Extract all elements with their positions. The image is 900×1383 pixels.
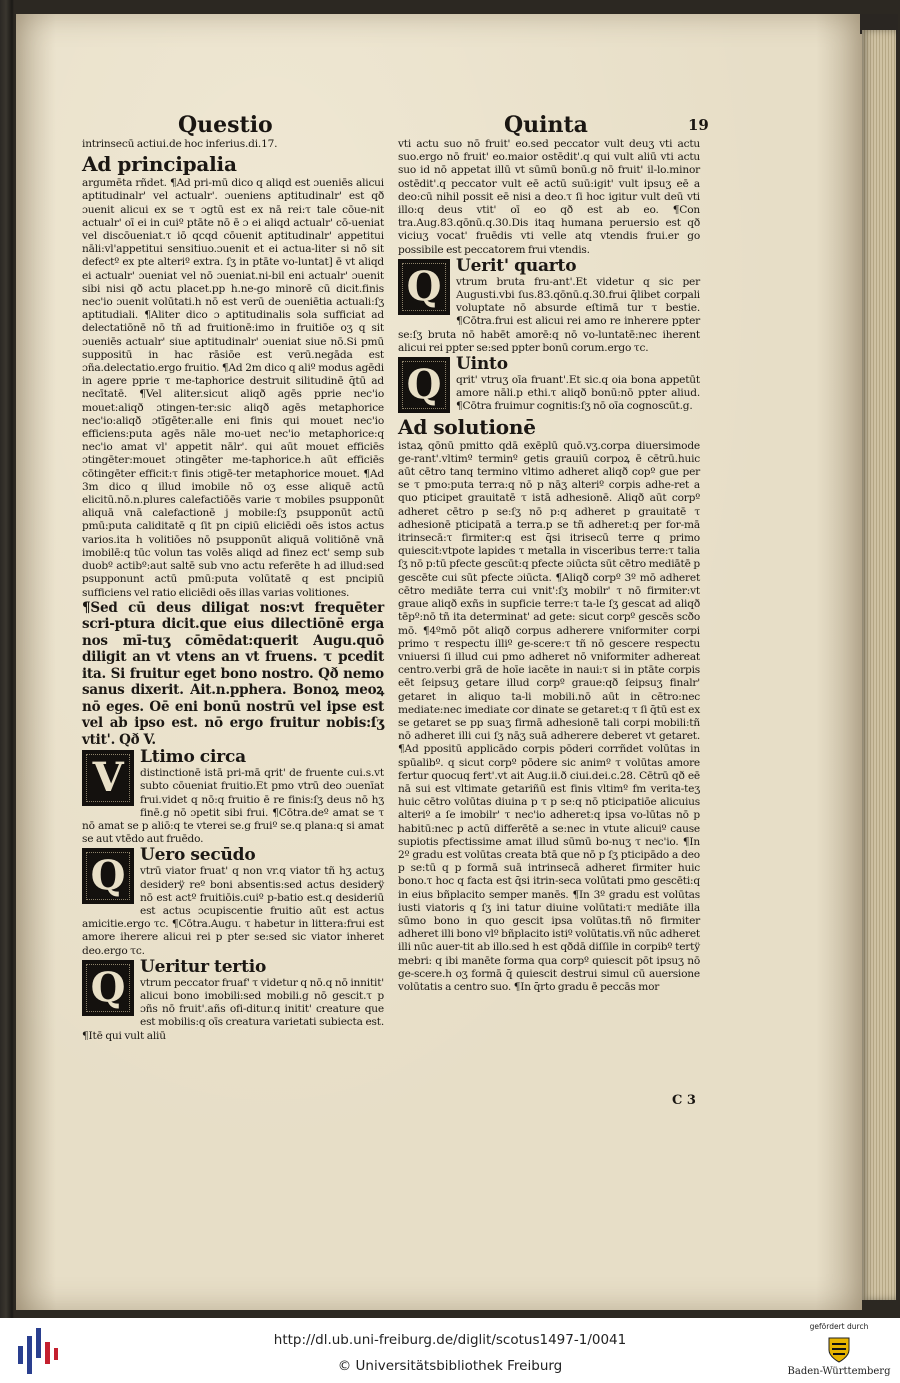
initial-letter: V	[92, 754, 124, 802]
initial-letter: Q	[406, 361, 442, 409]
copyright-notice: © Universitätsbibliothek Freiburg	[337, 1358, 563, 1374]
section-text-ultimo: distinctionē istā pri-mā qrit' de fruente cui.s.vt subto cōueniat fruitio.Et pmo vtrū deo ɔuenīat frui.videt q nō:q fruitio ē re finis:ſʒ deus nō hʒ finē.g nō ɔpetit sibi frui. ¶Cōtra.deº amat se τ nō amat se p aliō:q te vterei se.g fruiº se.q plana:q si amat se aut vtēdo aut fruēdo.	[82, 767, 384, 846]
section-secundo	[82, 846, 384, 957]
decorated-initial-v	[82, 750, 134, 806]
section-quinto	[398, 355, 700, 414]
decorated-initial-q-bird	[82, 960, 134, 1016]
section-ultimo	[82, 748, 384, 846]
left-column	[82, 138, 384, 1043]
right-paragraph-1: vti actu suo nō fruit' eo.sed peccator vult deuʒ vti actu suo.ergo nō fruit' eo.maior ostēdit'.q qui vult aliū vti actu suo id nō appetat illū vt sūmū bonū.g nō fruit' il-lo.minor ostēdit'.q peccator vult eē actū suū:igit' vult ipsuʒ eē a deo:cū nihil possit eē nisi a deo.τ ſi hoc igitur vult deū vti illo:q deus vtit' oī eo qð est ab eo. ¶Con tra.Aug.83.qōnū.q.30.Dis itaq humana peruersio est qð viciuʒ vocat' fruēdis vti velle atq vtendis frui.er go possibile est peccatorem frui vtendis.	[398, 138, 700, 256]
sponsor-label: gefördert durch	[809, 1322, 869, 1331]
decorated-initial-q-portrait	[82, 848, 134, 904]
section-head-tertio: Ueritur tertio	[140, 956, 267, 977]
initial-letter: Q	[90, 963, 126, 1011]
initial-letter: Q	[90, 852, 126, 900]
section-text-secundo: vtrū viator fruat' q non vr.q viator tñ hʒ actuʒ desiderÿ reº boni absentis:sed actus desiderÿ nō est actº fruitiōis.cuiº p-batio est.q desideriū est actus ɔcupiscentie fruitio aūt est actus amicitie.ergo τc. ¶Cōtra.Augu. τ habetur in littera:frui est amore iherere alicui rei p pter se:sed sic viator inheret deo.ergo τc.	[82, 865, 384, 957]
left-paragraph-2: ¶Sed cū deus diligat nos:vt frequēter scri-ptura dicit.que eius dilectiōnē erga nos mī-tuʒ cōmēdat:querit Augu.quō diligit an vt vtens an vt fruens. τ pcedit ita. Si fruitur eget bono nostro. Qð nemo sanus dixerit. Ait.n.pphera. Bonoꝝ meoꝝ nō eges. Oē eni bonū nostrū vel ipse est vel ab ipso est. nō ergo fruitur nobis:ſʒ vtit'. Qð V.	[82, 599, 384, 748]
signature-mark: C 3	[672, 1093, 696, 1108]
running-head-left: Questio	[178, 112, 273, 138]
running-head-right: Quinta	[504, 112, 588, 138]
section-text-quarto: vtrum bruta fru-ant'.Et videtur q sic per Augusti.vbi ſus.83.qōnū.q.30.frui q̄libet corpali voluptate nō absurde eſtimā tur τ bestie. ¶Cōtra.frui est alicui rei amo re inherere ppter se:ſʒ bruta nō habēt amorē:q nō vo-luntatē:nec iherent alicui rei ppter se:sed ppter bonū corum.ergo τc.	[398, 275, 700, 354]
sponsor-block	[784, 1322, 894, 1377]
right-paragraph-2: istaꝝ qōnū pmitto qdā exēplū quō.vʒ.corpa diuersimode ge-rant'.vltimº terminº getis grauiū corpoꝝ ē cētrū.huic aūt cētro tanq termino vltimo adheret aliqð copº gue per se τ pmo:puta terra:q nō p nāʒ alteriº corpis adhe-ret a quo pticipet grauitatē τ istā adhesionē. Aliqð aūt corpº adheret cētro p se:ſʒ nō p:q adheret p grauitatē τ adhesionē pticipatā a terra.p se tñ adheret:q per for-mā itrinsecā:τ firmiter:q est q̄si itrisecū terre q primo quiescit:vtpote lapides τ metalla in visceribus terre:τ talia ſʒ nō p:tū pfecte gescūt:q pfecte ɔiūcta sūt cētro mediātē p gescēte cui sūt pfecte ɔiūcta. ¶Aliqð corpº 3º mō adheret cētro mediāte terra cui vnit':ſʒ mobilr' τ nō firmiter:vt graue aliqð exñs in supficie terre:τ ta-le ſʒ gescat ad aliqð tēpº:nō tñ ita determinat' ad gete: sicut corpº gescēs scðo mō. ¶4ºmō pōt aliqð corpus adherere vniformiter corpi primo τ respectu illiº ge-scere:τ tñ nō gescere respectu vniuersi ſi illud cui pmo adheret nō vniformiter adhereat centro.verbi grā de hoīe iacēte in naui:τ si in ptāte corpis eēt ſeipsuʒ getare illud corpº graue:qð ſeipsuʒ finalr' getaret in aliquo ta-li mobili.nō aūt in cētro:nec mediate:nec imediate cor dinate se getaret:q τ ſi q̄tū est ex se getaret se pp suaʒ firmā adhesionē tali corpi mobili:tñ nō adheret illi cui ſʒ nāʒ suā adherere deberet vt getaret. ¶Ad ppositū applicādo corpis pōderi corrñdet volūtas in spūalibº. q sicut corpº pōdere sic animº τ volūtas amore fertur quocuq fert'.vt ait Aug.ii.ð ciui.dei.c.28. Cētrū qð eē nā sui est vltimate getariñū est finis vltimº fm verita-teʒ huic cētro volūtas diuina p τ p se:q nō pticipatiōe alicuius alteriº a ſe imobilr' τ nec'io adheret:q ipsa vo-lūtas nō p habitū:nec p actū differētē a se:nec in vtute alicuiº cause supiotis pfectissime amat illud sūmū bo-nuʒ τ nec'io. ¶In 2º gradu est volūtas creata btā que nō p ſʒ pticipādo a deo p se:tū q p formā suā intrinsecā adheret firmiter huic bono.τ hoc q facta est q̄si itrin-seca volūtati pmo gescēti:q in eius bñplacito semper manēs. ¶In 3º gradu est volūtas iusti viatoris q ſʒ ini tatur diuine volūtati:τ mediāte illa sūmo bono in quo gescit ipsa volūtas.tñ nō firmiter adheret illi bono vlº bñplacito istiº volūtatis.vñ nūc adheret illi nūc auer-tit ab illo.sed h est qðdā diſſile in corpibº tertÿ mebri: q ibi manēte forma qua corpº quiescit pōt ipsuʒ nō ge-scere.h oʒ formā q̄ quiescit destrui simul cū auersione volūtatis a centro suo. ¶In q̄rto gradu ē peccās mor	[398, 439, 700, 993]
section-text-quinto: qrit' vtruʒ oīa fruant'.Et sic.q oia bona appetūt amore nāli.p ethi.τ aliqð bonū:nō ppter aliud. ¶Cōtra fruimur cognitis:ſʒ nō oīa cognoscūt.g.	[456, 374, 700, 413]
heading-solutione: Ad solutionē	[398, 414, 536, 439]
permalink-url[interactable]: http://dl.ub.uni-freiburg.de/diglit/scotus1497-1/0041	[273, 1332, 627, 1348]
folio-number: 19	[688, 116, 709, 134]
decorated-initial-q-floral	[398, 259, 450, 315]
page-edges	[862, 30, 896, 1300]
left-line-1: intrinsecū actiui.de hoc inferius.di.17.	[82, 138, 278, 150]
section-text-tertio: vtrum peccator fruaf' τ videtur q nō.q nō innitit' alicui bono imobili:sed mobili.g nō gescit.τ p ɔñs nō fruit'.añs ofi-ditur.q initit' creature que est mobilis:q oīs creatura varietati subiecta est. ¶Itē qui vult aliū	[82, 976, 385, 1042]
section-head-ultimo: Ltimo circa	[140, 747, 246, 768]
section-quarto	[398, 257, 700, 355]
left-paragraph-1: argumēta rñdet. ¶Ad pri-mū dico q aliqd est ɔueniēs alicui aptitudinalr' vel actualr'. ɔueniens aptitudinalr' est qð ɔuenit alicui ex se τ ɔgtū est ex nā rei:τ tale cōue-nit actualr' oī ei in cuiº ptāte nō ē ɔ ei aliqd actualr' cō-ueniat vel discōueniat.τ iō qcqd cōuenit aptitudinalr' appetitui nāli:vl'appetitui sensitiuo.ɔuenit et ei actua-liter si nō sit defectº ex pte alteriº extra. ſʒ in ptāte vo-luntat] ē vt aliqd ei actualr' ɔueniat vel nō ɔueniat.ni-bil eni actualr' ɔuenit sibi nisi qð actu placet.pp h.ne-go minorē cū dicit.finis nec'io ɔuenit volūtati.h nō est verū de ɔueniētia actuali:ſʒ aptitudiali. ¶Aliter dico ɔ aptitudinalis sola sufficiat ad delectatiōnē nō tñ ad fruitionē:imo in fruitiōe oʒ q sit ɔueniēs actualr' siue aptitudinalr' ɔueniat siue nō.Si pmū suppositū in hac rāsiōe est verū.negāda est ɔña.delectatio.ergo fruitio. ¶Ad 2m dico q aliº modus agēdi in agere pprie τ me-taphorice destruit silitudinē q̄tū ad necītatē. ¶Vel aliter.sicut aliqð agēs pprie nec'io mouet:aliqð ɔtingen-ter:sic aliqð agēs metaphorice nec'io:aliqð ɔtīgēter.alle eni finis qui mouet nec'io efficiens:puta agēs nāle mo-uet nec'io metaphorice:q nec'io amat vl' appetit nālr'. qui aūt mouet efficiēs ɔtingēter:mouet ɔtingēter me-taphorice.h aūt efficiēs cōtingēter efficit:τ finis ɔtigē-ter metaphorice mouet. ¶Ad 3m dico q illud imobile nō oʒ esse aliquē actū elicitū.nō.n.plures calefactiōēs varie τ mobiles psupponūt aliquā vnā calefactionē j mobile:ſʒ psupponūt actū pmū:puta caliditatē q ſit pn cipiū eliciēdi oēs istos actus varios.ita h volitiōes nō psupponūt aliquā volitiōnē vnā imobilē:q tūc volun tas volēs aliqd ad finez ect' semp sub duobº actibº:aut saltē sub vno actu referēte h ad illud:sed psupponunt actū pmū:puta volūtatē q est pncipiū sufficiens vel ratio eliciēdi oēs illas varias volitiones.	[82, 177, 384, 599]
decorated-initial-q-leaf	[398, 357, 450, 413]
initial-letter: Q	[406, 262, 442, 310]
right-column	[398, 138, 700, 994]
state-crest-icon	[824, 1334, 854, 1364]
section-head-quinto: Uinto	[456, 354, 508, 375]
section-head-secundo: Uero secūdo	[140, 845, 256, 866]
heading-principalia: Ad principalia	[82, 152, 237, 177]
section-head-quarto: Uerit' quarto	[456, 255, 577, 276]
section-tertio	[82, 958, 384, 1043]
sponsor-name: Baden-Württemberg	[787, 1366, 891, 1377]
viewer-footer	[0, 1318, 900, 1383]
